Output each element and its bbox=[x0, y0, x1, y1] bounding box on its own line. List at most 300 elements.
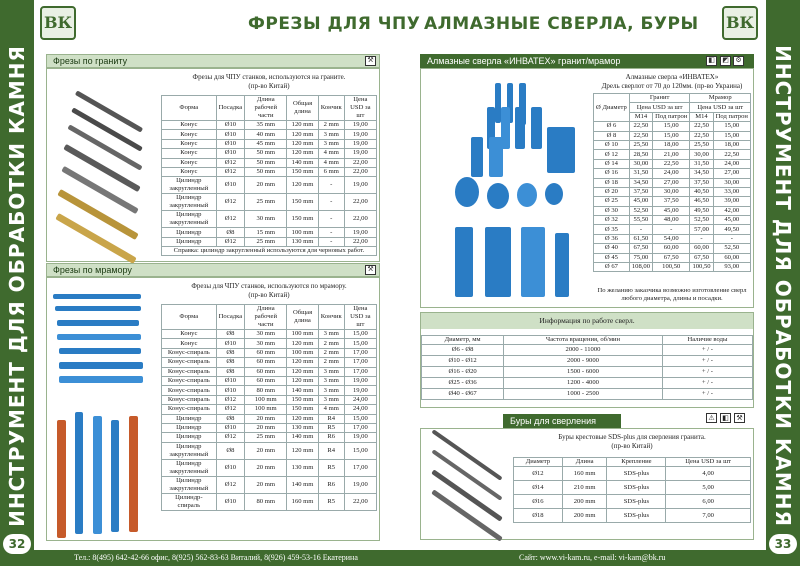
marble-cell: 17,00 bbox=[344, 459, 376, 476]
drills-cell: Ø 40 bbox=[594, 244, 630, 253]
th-price-marble: Цена USD за шт bbox=[690, 103, 751, 112]
marble-cell: Ø8 bbox=[216, 367, 245, 376]
drills-cell: 15,00 bbox=[713, 122, 750, 131]
table-row bbox=[594, 197, 751, 206]
marble-cell: 22,00 bbox=[344, 493, 376, 510]
bury-image bbox=[423, 433, 503, 537]
drills-cell: 49,50 bbox=[690, 206, 713, 215]
info-cell: + / - bbox=[662, 345, 752, 356]
table-row bbox=[162, 433, 377, 442]
granite-cell: 40 mm bbox=[245, 130, 287, 139]
marble-cell: 130 mm bbox=[287, 423, 318, 432]
table-row bbox=[162, 130, 377, 139]
marble-cell: 140 mm bbox=[287, 386, 318, 395]
drills-cell: 46,50 bbox=[690, 197, 713, 206]
table-row bbox=[594, 159, 751, 168]
granite-cell: 140 mm bbox=[287, 158, 318, 167]
drills-cell: 25,50 bbox=[629, 140, 652, 149]
marble-cell: 24,00 bbox=[344, 405, 376, 414]
marble-cell: 2 mm bbox=[318, 348, 344, 357]
info-cell: Ø16 - Ø20 bbox=[422, 367, 504, 378]
info-cell: Ø40 - Ø67 bbox=[422, 389, 504, 400]
drills-cell: 60,00 bbox=[690, 244, 713, 253]
table-row bbox=[422, 367, 753, 378]
granite-cell: 4 mm bbox=[318, 158, 344, 167]
left-side-title: ИНСТРУМЕНТ ДЛЯ ОБРАБОТКИ КАМНЯ bbox=[5, 45, 29, 527]
granite-cell: 130 mm bbox=[287, 237, 318, 246]
table-row bbox=[422, 389, 753, 400]
footer bbox=[34, 550, 766, 566]
marble-cell: 3 mm bbox=[318, 395, 344, 404]
marble-cell: Конус-спираль bbox=[162, 367, 217, 376]
granite-cell: - bbox=[318, 237, 344, 246]
table-row bbox=[162, 194, 377, 211]
drills-cell: 21,00 bbox=[653, 150, 690, 159]
granite-cell: Ø10 bbox=[216, 130, 245, 139]
table-row bbox=[514, 509, 751, 523]
th-diameter: Ø Диаметр bbox=[594, 94, 630, 122]
table-row bbox=[162, 158, 377, 167]
bury-caption: Буры крестовые SDS-plus для сверления гранита. bbox=[558, 433, 706, 441]
granite-cell: 22,00 bbox=[344, 158, 376, 167]
granite-cell: 120 mm bbox=[287, 130, 318, 139]
drills-cell: 108,00 bbox=[629, 263, 652, 272]
drills-cell: Ø 16 bbox=[594, 169, 630, 178]
marble-cell: 25 mm bbox=[245, 433, 287, 442]
bury-cell: SDS-plus bbox=[607, 467, 666, 481]
drill-icon: ⚙ bbox=[733, 56, 744, 66]
marble-cell: 20 mm bbox=[245, 459, 287, 476]
bury-table bbox=[513, 457, 751, 523]
bury-table-wrap bbox=[513, 433, 751, 523]
granite-cell: 45 mm bbox=[245, 139, 287, 148]
table-row bbox=[594, 131, 751, 140]
marble-cell: 140 mm bbox=[287, 433, 318, 442]
granite-cell: 19,00 bbox=[344, 149, 376, 158]
marble-origin: (пр-во Китай) bbox=[248, 291, 290, 299]
table-row bbox=[162, 423, 377, 432]
marble-header-4: Кончик bbox=[318, 305, 344, 330]
drills-cell: 45,00 bbox=[629, 197, 652, 206]
drills-cell: 39,00 bbox=[713, 197, 750, 206]
hammer-icon: ⚒ bbox=[734, 413, 745, 423]
drills-cell: 18,00 bbox=[713, 140, 750, 149]
bury-header-3: Цена USD за шт bbox=[666, 458, 751, 467]
granite-cell: 19,00 bbox=[344, 139, 376, 148]
table-row bbox=[594, 263, 751, 272]
drills-cell: 52,50 bbox=[713, 244, 750, 253]
marble-cell: 20 mm bbox=[245, 414, 287, 423]
granite-cell: Цилиндр bbox=[162, 237, 217, 246]
info-cell: + / - bbox=[662, 356, 752, 367]
bury-cell: 6,00 bbox=[666, 495, 751, 509]
granite-cell: 19,00 bbox=[344, 228, 376, 237]
table-row bbox=[594, 234, 751, 243]
marble-cell: Конус bbox=[162, 330, 217, 339]
marble-cell: 24,00 bbox=[344, 395, 376, 404]
bury-cell: 200 mm bbox=[562, 495, 607, 509]
info-cell: Ø25 - Ø36 bbox=[422, 378, 504, 389]
info-header-1: Частота вращения, об/мин bbox=[504, 336, 663, 345]
table-row bbox=[514, 495, 751, 509]
drills-cell: 34,50 bbox=[629, 178, 652, 187]
marble-cell: R5 bbox=[318, 459, 344, 476]
info-cell: Ø10 - Ø12 bbox=[422, 356, 504, 367]
table-row bbox=[594, 244, 751, 253]
granite-cell: 20 mm bbox=[245, 177, 287, 194]
marble-cell: 19,00 bbox=[344, 476, 376, 493]
table-row bbox=[162, 139, 377, 148]
drills-cell: 24,00 bbox=[713, 159, 750, 168]
drills-cell: 37,50 bbox=[690, 178, 713, 187]
granite-cell: 22,00 bbox=[344, 237, 376, 246]
granite-origin: (пр-во Китай) bbox=[248, 82, 290, 90]
drills-cell: 24,00 bbox=[653, 169, 690, 178]
drills-cell: 15,00 bbox=[653, 122, 690, 131]
drills-cell: - bbox=[653, 225, 690, 234]
marble-cell: R5 bbox=[318, 493, 344, 510]
drills-cell: Ø 45 bbox=[594, 253, 630, 262]
drills-cell: 67,50 bbox=[690, 253, 713, 262]
marble-cell: 3 mm bbox=[318, 367, 344, 376]
marble-cell: Конус bbox=[162, 339, 217, 348]
table-row bbox=[162, 386, 377, 395]
marble-cell: R6 bbox=[318, 476, 344, 493]
drills-subcaption: Дрель сверлот от 70 до 120мм. (пр-во Украина) bbox=[601, 82, 743, 90]
marble-cell: 160 mm bbox=[287, 493, 318, 510]
granite-cell: 150 mm bbox=[287, 167, 318, 176]
granite-cell: Ø12 bbox=[216, 167, 245, 176]
marble-cell: 15,00 bbox=[344, 414, 376, 423]
drills-cell: 42,00 bbox=[713, 206, 750, 215]
drills-cell: 52,50 bbox=[690, 216, 713, 225]
granite-caption: Фрезы для ЧПУ станков, используются на граните. bbox=[192, 73, 346, 81]
table-row bbox=[594, 187, 751, 196]
marble-cell: Ø8 bbox=[216, 330, 245, 339]
drills-cell: - bbox=[690, 234, 713, 243]
table-row bbox=[594, 169, 751, 178]
drills-cell: - bbox=[629, 225, 652, 234]
marble-cell: Ø10 bbox=[216, 376, 245, 385]
drills-cell: Ø 30 bbox=[594, 206, 630, 215]
drills-caption: Алмазные сверла «ИНВАТЕХ» bbox=[625, 73, 719, 81]
granite-cell: Конус bbox=[162, 130, 217, 139]
granite-cell: Цилиндр закругленный bbox=[162, 194, 217, 211]
marble-cell: Ø12 bbox=[216, 405, 245, 414]
marble-cell: 20 mm bbox=[245, 476, 287, 493]
granite-cell: 35 mm bbox=[245, 121, 287, 130]
marble-table-wrap bbox=[161, 282, 377, 511]
granite-cell: Ø12 bbox=[216, 194, 245, 211]
th-patron: Под патрон bbox=[713, 112, 750, 121]
left-page-title: ФРЕЗЫ ДЛЯ ЧПУ bbox=[248, 14, 421, 34]
drills-cell: 37,50 bbox=[629, 187, 652, 196]
marble-cell: 60 mm bbox=[245, 348, 287, 357]
marble-cell: 60 mm bbox=[245, 376, 287, 385]
drills-cell: 25,50 bbox=[690, 140, 713, 149]
bury-cell: SDS-plus bbox=[607, 509, 666, 523]
granite-cell: 50 mm bbox=[245, 158, 287, 167]
table-row bbox=[594, 253, 751, 262]
marble-cell: R4 bbox=[318, 414, 344, 423]
table-row bbox=[422, 378, 753, 389]
table-row bbox=[162, 405, 377, 414]
bury-cell: Ø16 bbox=[514, 495, 563, 509]
info-cell: 2000 - 9000 bbox=[504, 356, 663, 367]
table-row bbox=[594, 140, 751, 149]
marble-cell: Конус-спираль bbox=[162, 395, 217, 404]
tool-icon: ⚒ bbox=[365, 265, 376, 275]
marble-cell: Цилиндр закругленный bbox=[162, 476, 217, 493]
drills-cell: 34,50 bbox=[690, 169, 713, 178]
drills-cell: 30,00 bbox=[629, 159, 652, 168]
drills-cell: 60,00 bbox=[653, 244, 690, 253]
drills-cell: 37,50 bbox=[653, 197, 690, 206]
granite-cell: 50 mm bbox=[245, 167, 287, 176]
table-row bbox=[162, 121, 377, 130]
granite-header-3: Общая длина bbox=[287, 96, 318, 121]
th-m14: M14 bbox=[629, 112, 652, 121]
granite-cell: Цилиндр bbox=[162, 228, 217, 237]
granite-cell: 3 mm bbox=[318, 139, 344, 148]
drills-cell: 100,50 bbox=[653, 263, 690, 272]
granite-header-5: Цена USD за шт bbox=[344, 96, 376, 121]
granite-cell: Ø10 bbox=[216, 149, 245, 158]
drills-note: По желанию заказчика возможно изготовление сверл любого диаметра, длины и посадки. bbox=[597, 287, 747, 302]
section-drills-title: Алмазные сверла «ИНВАТЕХ» гранит/мрамор bbox=[427, 56, 621, 66]
drills-cell: Ø 18 bbox=[594, 178, 630, 187]
bury-header-1: Длина bbox=[562, 458, 607, 467]
table-row bbox=[162, 237, 377, 246]
table-row bbox=[162, 339, 377, 348]
info-cell: 2000 - 11000 bbox=[504, 345, 663, 356]
marble-cell: 100 mm bbox=[287, 348, 318, 357]
marble-cell: 2 mm bbox=[318, 339, 344, 348]
table-row bbox=[162, 228, 377, 237]
drills-cell: 45,00 bbox=[653, 206, 690, 215]
drills-cell: 75,00 bbox=[629, 253, 652, 262]
table-row bbox=[162, 149, 377, 158]
bury-cell: SDS-plus bbox=[607, 481, 666, 495]
granite-panel bbox=[46, 68, 380, 262]
bury-cell: Ø12 bbox=[514, 467, 563, 481]
info-table bbox=[421, 335, 753, 400]
right-side-bar bbox=[766, 0, 800, 566]
table-row bbox=[162, 358, 377, 367]
drills-cell: 61,50 bbox=[629, 234, 652, 243]
drills-cell: 22,50 bbox=[713, 150, 750, 159]
granite-cell: 19,00 bbox=[344, 121, 376, 130]
drills-cell: 100,50 bbox=[690, 263, 713, 272]
marble-cell: Ø8 bbox=[216, 358, 245, 367]
granite-cell: Ø10 bbox=[216, 139, 245, 148]
granite-cell: - bbox=[318, 194, 344, 211]
info-cell: + / - bbox=[662, 389, 752, 400]
marble-cell: 120 mm bbox=[287, 339, 318, 348]
marble-cell: Цилиндр-спираль bbox=[162, 493, 217, 510]
granite-cell: Конус bbox=[162, 167, 217, 176]
table-row bbox=[594, 225, 751, 234]
info-cell: + / - bbox=[662, 378, 752, 389]
marble-cell: 3 mm bbox=[318, 330, 344, 339]
marble-cell: Ø10 bbox=[216, 459, 245, 476]
th-marble: Мрамор bbox=[690, 94, 751, 103]
info-cell: 1200 - 4000 bbox=[504, 378, 663, 389]
marble-cell: 17,00 bbox=[344, 367, 376, 376]
granite-table-wrap bbox=[161, 73, 377, 256]
bury-cell: 160 mm bbox=[562, 467, 607, 481]
granite-header-4: Кончик bbox=[318, 96, 344, 121]
marble-cell: 17,00 bbox=[344, 358, 376, 367]
marble-bits-image bbox=[49, 290, 161, 538]
bury-cell: SDS-plus bbox=[607, 495, 666, 509]
drills-cell: 15,00 bbox=[653, 131, 690, 140]
marble-cell: 15,00 bbox=[344, 442, 376, 459]
marble-cell: 100 mm bbox=[245, 405, 287, 414]
granite-header-2: Длина рабочей части bbox=[245, 96, 287, 121]
marble-panel bbox=[46, 277, 380, 541]
info-title: Информация по работе сверл. bbox=[421, 313, 753, 329]
info-cell: Ø6 - Ø8 bbox=[422, 345, 504, 356]
marble-cell: R6 bbox=[318, 433, 344, 442]
drills-cell: Ø 36 bbox=[594, 234, 630, 243]
marble-cell: Конус-спираль bbox=[162, 348, 217, 357]
marble-cell: 4 mm bbox=[318, 405, 344, 414]
marble-cell: Цилиндр закругленный bbox=[162, 442, 217, 459]
marble-cell: Ø10 bbox=[216, 339, 245, 348]
drills-cell: 15,00 bbox=[713, 131, 750, 140]
granite-cell: 22,00 bbox=[344, 194, 376, 211]
granite-cell: 25 mm bbox=[245, 237, 287, 246]
table-row bbox=[162, 493, 377, 510]
marble-cell: 19,00 bbox=[344, 386, 376, 395]
info-header-0: Диаметр, мм bbox=[422, 336, 504, 345]
marble-header-5: Цена USD за шт bbox=[344, 305, 376, 330]
marble-cell: Ø8 bbox=[216, 414, 245, 423]
drills-cell: Ø 6 bbox=[594, 122, 630, 131]
marble-cell: 60 mm bbox=[245, 358, 287, 367]
table-row bbox=[422, 345, 753, 356]
granite-cell: 30 mm bbox=[245, 211, 287, 228]
table-row bbox=[514, 481, 751, 495]
footer-phones: Тел.: 8(495) 642-42-66 офис, 8(925) 562-83-63 Виталий, 8(926) 459-53-16 Екатерина bbox=[74, 553, 358, 562]
bury-cell: 200 mm bbox=[562, 509, 607, 523]
granite-cell: 120 mm bbox=[287, 121, 318, 130]
table-row bbox=[162, 476, 377, 493]
bury-cell: 4,00 bbox=[666, 467, 751, 481]
drills-cell: 22,50 bbox=[653, 159, 690, 168]
drills-cell: Ø 12 bbox=[594, 150, 630, 159]
marble-cell: 15,00 bbox=[344, 339, 376, 348]
marble-cell: Ø10 bbox=[216, 493, 245, 510]
drills-cell: 22,50 bbox=[629, 131, 652, 140]
bury-panel bbox=[420, 428, 754, 540]
granite-icon: ◧ bbox=[706, 56, 717, 66]
granite-cell: 100 mm bbox=[287, 228, 318, 237]
marble-cell: 3 mm bbox=[318, 376, 344, 385]
marble-cell: Ø8 bbox=[216, 348, 245, 357]
table-row bbox=[594, 216, 751, 225]
marble-cell: Цилиндр bbox=[162, 433, 217, 442]
page-number-right: 33 bbox=[769, 534, 797, 554]
drills-cell: 33,00 bbox=[713, 187, 750, 196]
marble-cell: 80 mm bbox=[245, 493, 287, 510]
marble-cell: 20 mm bbox=[245, 442, 287, 459]
section-drills-header bbox=[420, 54, 754, 68]
marble-cell: Ø12 bbox=[216, 433, 245, 442]
granite-bits-image bbox=[49, 99, 161, 259]
company-logo-right: ВК bbox=[722, 6, 758, 40]
granite-cell: Ø10 bbox=[216, 121, 245, 130]
granite-cell: 19,00 bbox=[344, 177, 376, 194]
right-side-title: ИНСТРУМЕНТ ДЛЯ ОБРАБОТКИ КАМНЯ bbox=[771, 45, 795, 527]
granite-cell: 120 mm bbox=[287, 149, 318, 158]
granite-cell: Конус bbox=[162, 149, 217, 158]
marble-cell: Конус-спираль bbox=[162, 376, 217, 385]
granite-cell: Цилиндр закругленный bbox=[162, 177, 217, 194]
bury-cell: 7,00 bbox=[666, 509, 751, 523]
marble-cell: Конус-спираль bbox=[162, 386, 217, 395]
drills-image bbox=[425, 77, 591, 305]
marble-cell: Цилиндр закругленный bbox=[162, 459, 217, 476]
drills-cell: 67,50 bbox=[653, 253, 690, 262]
drills-cell: 27,00 bbox=[713, 169, 750, 178]
marble-cell: 19,00 bbox=[344, 376, 376, 385]
drills-table bbox=[593, 93, 751, 272]
granite-cell: 2 mm bbox=[318, 121, 344, 130]
marble-cell: 17,00 bbox=[344, 348, 376, 357]
marble-cell: Ø12 bbox=[216, 476, 245, 493]
drills-cell: 67,50 bbox=[629, 244, 652, 253]
table-row bbox=[594, 206, 751, 215]
granite-cell: - bbox=[318, 228, 344, 237]
table-row bbox=[422, 356, 753, 367]
granite-cell: 15 mm bbox=[245, 228, 287, 237]
granite-cell: Ø8 bbox=[216, 228, 245, 237]
section-granite-header bbox=[46, 54, 380, 68]
marble-cell: 130 mm bbox=[287, 459, 318, 476]
info-cell: 1500 - 6000 bbox=[504, 367, 663, 378]
marble-cell: 120 mm bbox=[287, 442, 318, 459]
th-price-granite: Цена USD за шт bbox=[629, 103, 690, 112]
bury-cell: 210 mm bbox=[562, 481, 607, 495]
drills-cell: Ø 67 bbox=[594, 263, 630, 272]
table-row bbox=[162, 459, 377, 476]
marble-caption: Фрезы для ЧПУ станков, используются по мрамору. bbox=[191, 282, 347, 290]
marble-cell: 80 mm bbox=[245, 386, 287, 395]
granite-icon: ◧ bbox=[720, 413, 731, 423]
company-logo-left: ВК bbox=[40, 6, 76, 40]
table-row bbox=[162, 348, 377, 357]
bury-header-2: Крепление bbox=[607, 458, 666, 467]
marble-cell: 15,00 bbox=[344, 330, 376, 339]
drills-panel bbox=[420, 68, 754, 308]
granite-note: Справка: цилиндр закругленный используются для черновых работ. bbox=[161, 247, 377, 256]
marble-cell: 120 mm bbox=[287, 367, 318, 376]
bury-cell: Ø14 bbox=[514, 481, 563, 495]
drills-cell: 30,00 bbox=[690, 150, 713, 159]
granite-cell: - bbox=[318, 177, 344, 194]
marble-cell: 2 mm bbox=[318, 358, 344, 367]
table-row bbox=[162, 376, 377, 385]
marble-cell: R5 bbox=[318, 423, 344, 432]
drills-cell: 28,50 bbox=[629, 150, 652, 159]
granite-table bbox=[161, 95, 377, 247]
marble-cell: 100 mm bbox=[287, 330, 318, 339]
page-number-left: 32 bbox=[3, 534, 31, 554]
marble-cell: 120 mm bbox=[287, 414, 318, 423]
drills-cell: Ø 20 bbox=[594, 187, 630, 196]
